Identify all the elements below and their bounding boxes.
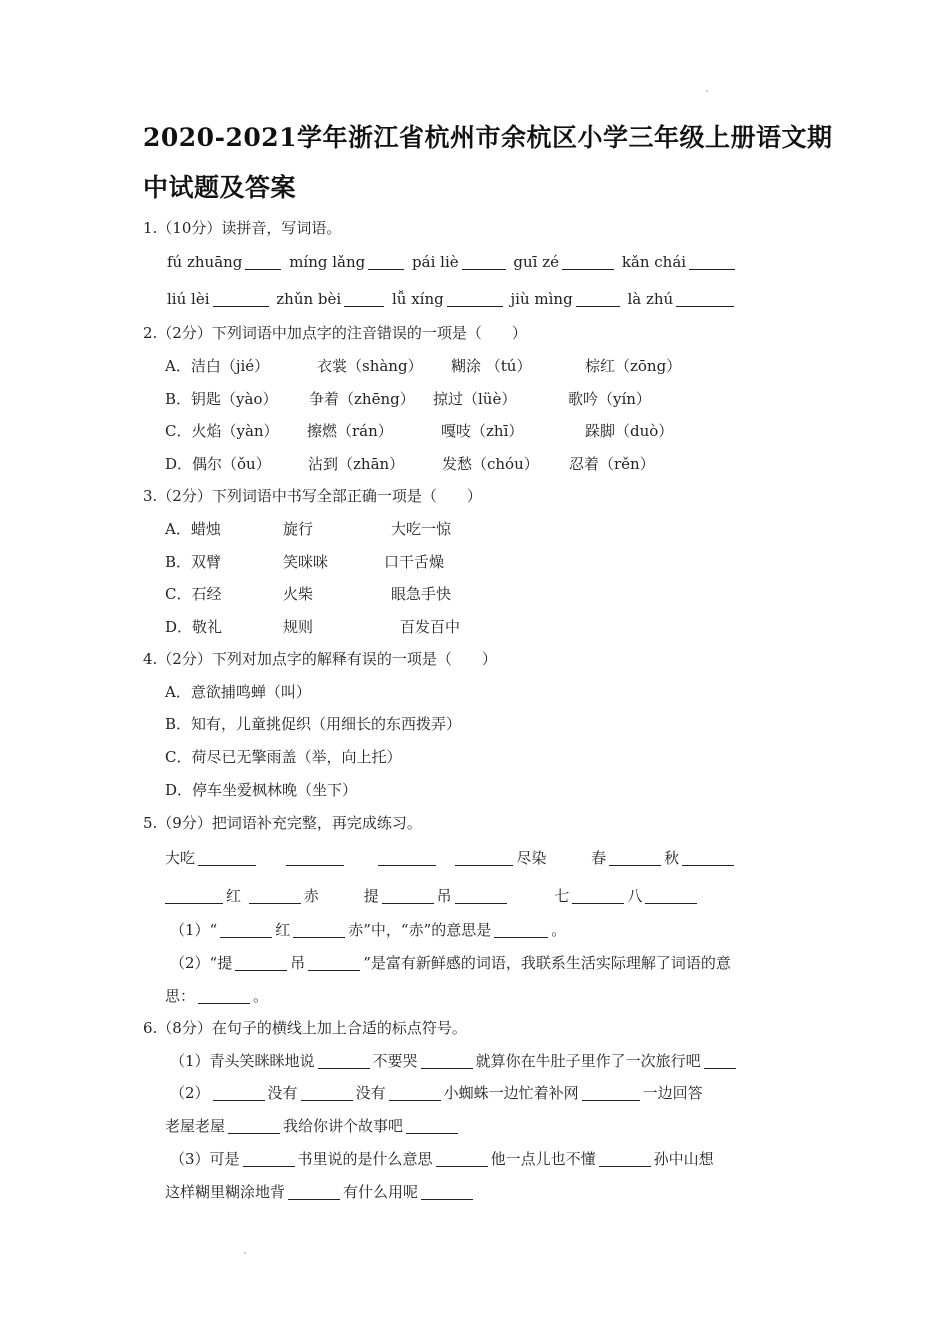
text-part: 。 [551, 921, 567, 939]
answer-blank [406, 1117, 458, 1134]
option-part: 争着（zhēng） [309, 390, 415, 408]
pinyin: liú lèi [167, 290, 210, 308]
pinyin: kǎn chái [621, 253, 687, 271]
q6-sub3 [170, 1149, 714, 1169]
option-part: B．双臂 [165, 553, 222, 571]
answer-blank [382, 887, 434, 904]
option-part: 擦燃（rán） [307, 422, 393, 440]
option-part: 棕红（zōng） [585, 357, 682, 375]
answer-blank [562, 253, 614, 270]
option-part: 口干舌燥 [384, 553, 445, 571]
text-part: （2） [170, 1084, 210, 1102]
option-part: D．敬礼 [165, 618, 223, 636]
q4-option-a: A．意欲捕鸣蝉（叫） [165, 683, 311, 701]
answer-blank [344, 290, 384, 307]
q1-row2 [167, 289, 737, 309]
q5-row1 [165, 848, 775, 868]
q6-sub3-cont [165, 1182, 476, 1202]
option-part: C．火焰（yàn） [165, 422, 279, 440]
answer-blank [378, 849, 436, 866]
word-part: 大吃 [165, 849, 196, 867]
answer-blank [582, 1084, 640, 1101]
word-part: 赤 [303, 887, 319, 905]
q4-option-b: B．知有，儿童挑促织（用细长的东西拨弄） [165, 715, 462, 733]
q2-stem: 2.（2分）下列词语中加点字的注音错误的一项是（ ） [143, 324, 527, 342]
option-part: D．偶尔（ǒu） [165, 455, 271, 473]
text-part: 吊 [290, 954, 306, 972]
option-part: 忍着（rěn） [569, 455, 655, 473]
answer-blank [243, 1150, 295, 1167]
option-part: B．钥匙（yào） [165, 390, 278, 408]
text-part: 老屋老屋 [165, 1117, 226, 1135]
option-part: 跺脚（duò） [585, 422, 674, 440]
option-part: 百发百中 [400, 618, 461, 636]
pinyin: fú zhuāng [167, 253, 243, 271]
answer-blank [293, 921, 345, 938]
answer-blank [609, 849, 661, 866]
word-part: 八 [627, 887, 643, 905]
pinyin: míng lǎng [289, 253, 366, 271]
option-part: A．蜡烛 [165, 520, 221, 538]
answer-blank [198, 987, 250, 1004]
answer-blank [249, 887, 301, 904]
answer-blank [318, 1052, 370, 1069]
text-part: 有什么用呢 [343, 1183, 419, 1201]
answer-blank [682, 849, 734, 866]
answer-blank [301, 1084, 353, 1101]
text-part: 不要哭 [372, 1052, 418, 1070]
answer-blank [213, 290, 269, 307]
answer-blank [455, 849, 513, 866]
text-part: （1）“ [170, 921, 218, 939]
answer-blank [704, 1052, 736, 1069]
text-part: 红 [275, 921, 291, 939]
option-part: 旋行 [283, 520, 314, 538]
q1-stem: 1.（10分）读拼音，写词语。 [143, 219, 342, 237]
option-part: 规则 [283, 618, 314, 636]
q3-stem: 3.（2分）下列词语中书写全部正确一项是（ ） [143, 487, 482, 505]
answer-blank [689, 253, 735, 270]
answer-blank [286, 849, 344, 866]
option-part: 发愁（chóu） [442, 455, 539, 473]
answer-blank [368, 253, 404, 270]
text-part: ”是富有新鲜感的词语，我联系生活实际理解了词语的意 [363, 954, 731, 972]
answer-blank [235, 954, 287, 971]
option-part: C．石经 [165, 585, 222, 603]
word-part: 吊 [436, 887, 452, 905]
text-part: 。 [253, 987, 269, 1005]
answer-blank [676, 290, 734, 307]
option-part: 沾到（zhān） [308, 455, 405, 473]
answer-blank [288, 1183, 340, 1200]
pinyin: lǚ xíng [392, 290, 444, 308]
answer-blank [599, 1150, 651, 1167]
word-part: 春 [591, 849, 607, 867]
option-part: 笑咪咪 [283, 553, 329, 571]
answer-blank [494, 921, 548, 938]
speck [706, 90, 708, 92]
text-part: 思： [165, 987, 196, 1005]
answer-blank [245, 253, 281, 270]
answer-blank [645, 887, 697, 904]
q4-option-c: C．荷尽已无擎雨盖（举，向上托） [165, 748, 402, 766]
q4-option-d: D．停车坐爱枫林晚（坐下） [165, 781, 358, 799]
option-part: 大吃一惊 [391, 520, 452, 538]
answer-blank [165, 887, 223, 904]
q1-row1 [167, 252, 738, 272]
word-part: 红 [226, 887, 242, 905]
text-part: 小蜘蛛一边忙着补网 [443, 1084, 579, 1102]
exam-title-line2: 中试题及答案 [143, 173, 297, 202]
q6-sub2-cont [165, 1116, 461, 1136]
answer-blank [421, 1183, 473, 1200]
pinyin: guī zé [513, 253, 560, 271]
text-part: 赤”中，“赤”的意思是 [348, 921, 492, 939]
answer-blank [576, 290, 620, 307]
word-part: 七 [554, 887, 570, 905]
q5-stem: 5.（9分）把词语补充完整，再完成练习。 [143, 814, 422, 832]
q4-stem: 4.（2分）下列对加点字的解释有误的一项是（ ） [143, 650, 497, 668]
word-part: 尽染 [516, 849, 547, 867]
q6-stem: 6.（8分）在句子的横线上加上合适的标点符号。 [143, 1019, 467, 1037]
answer-blank [389, 1084, 441, 1101]
option-part: A．洁白（jié） [165, 357, 270, 375]
text-part: 就算你在牛肚子里作了一次旅行吧 [475, 1052, 701, 1070]
answer-blank [308, 954, 360, 971]
pinyin: pái liè [412, 253, 459, 271]
option-part: 掠过（lüè） [433, 390, 517, 408]
q5-row2 [165, 886, 775, 906]
option-part: 眼急手快 [391, 585, 452, 603]
option-part: 糊涂 （tú） [451, 357, 532, 375]
pinyin: zhǔn bèi [276, 290, 342, 308]
answer-blank [436, 1150, 488, 1167]
text-part: 书里说的是什么意思 [297, 1150, 433, 1168]
option-part: 火柴 [283, 585, 314, 603]
q5-sub1 [170, 920, 566, 940]
text-part: （2）“提 [170, 954, 233, 972]
answer-blank [228, 1117, 280, 1134]
answer-blank [220, 921, 272, 938]
text-part: 他一点儿也不懂 [490, 1150, 596, 1168]
answer-blank [572, 887, 624, 904]
pinyin: là zhú [627, 290, 674, 308]
exam-title-line1: 2020-2021学年浙江省杭州市余杭区小学三年级上册语文期 [143, 123, 833, 152]
text-part: 我给你讲个故事吧 [283, 1117, 404, 1135]
option-part: 衣裳（shàng） [317, 357, 423, 375]
q6-sub2 [170, 1083, 703, 1103]
q6-sub1 [170, 1051, 739, 1071]
option-part: 歌吟（yín） [568, 390, 651, 408]
text-part: （1）青头笑眯眯地说 [170, 1052, 315, 1070]
text-part: 这样糊里糊涂地背 [165, 1183, 286, 1201]
text-part: 孙中山想 [653, 1150, 714, 1168]
q5-sub2 [170, 953, 731, 973]
pinyin: jiù mìng [510, 290, 573, 308]
answer-blank [213, 1084, 265, 1101]
answer-blank [455, 887, 507, 904]
answer-blank [198, 849, 256, 866]
answer-blank [447, 290, 503, 307]
text-part: 一边回答 [642, 1084, 703, 1102]
q5-sub2-cont [165, 986, 268, 1006]
word-part: 提 [363, 887, 379, 905]
text-part: 没有 [355, 1084, 386, 1102]
answer-blank [421, 1052, 473, 1069]
text-part: 没有 [267, 1084, 298, 1102]
answer-blank [462, 253, 506, 270]
text-part: （3）可是 [170, 1150, 240, 1168]
word-part: 秋 [664, 849, 680, 867]
option-part: 嘎吱（zhī） [441, 422, 524, 440]
speck [244, 1252, 246, 1254]
